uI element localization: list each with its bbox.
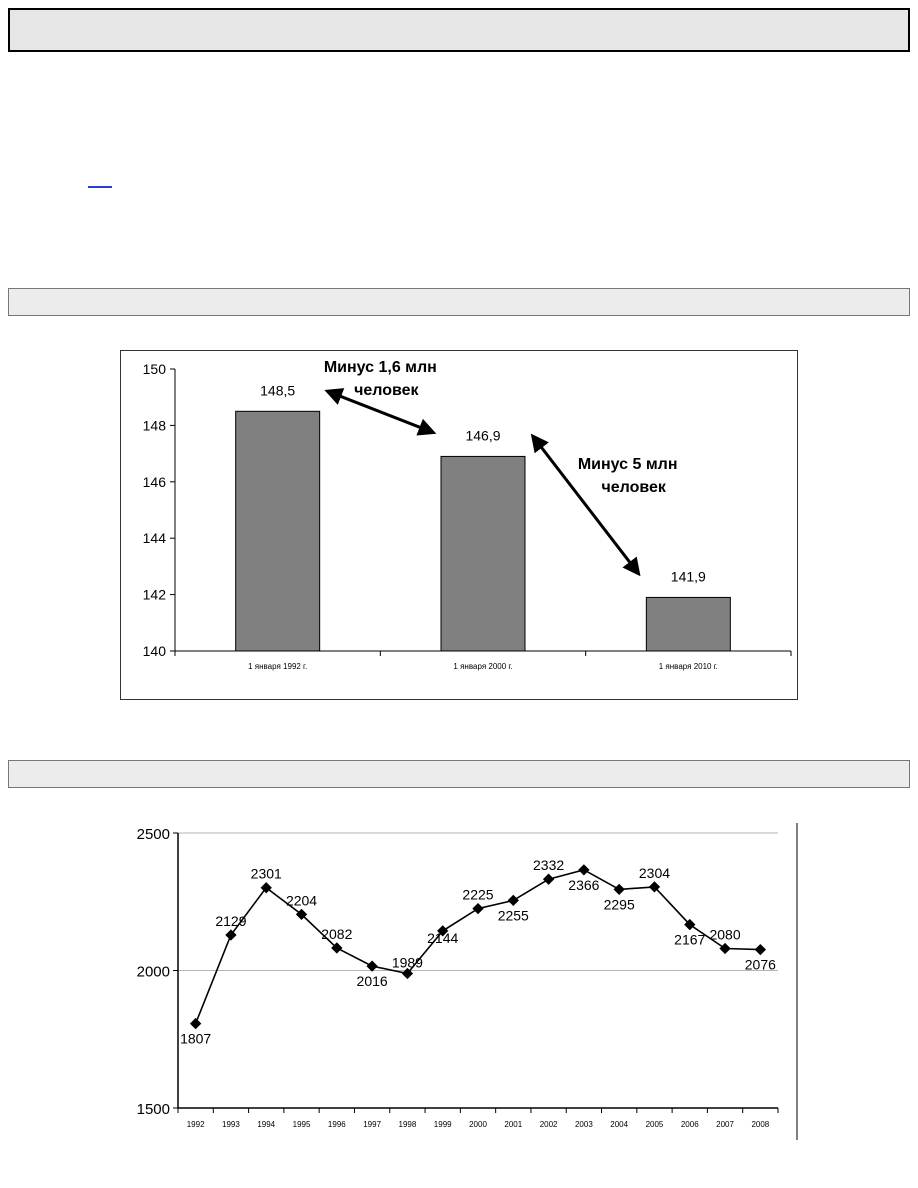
y-tick-label: 150 bbox=[142, 361, 166, 377]
data-point bbox=[719, 943, 730, 954]
y-tick-label: 2000 bbox=[136, 963, 170, 981]
bar bbox=[646, 597, 730, 651]
annotation-line2: человек bbox=[601, 478, 666, 496]
annotation-line1: Минус 5 млн bbox=[577, 455, 678, 473]
bar-value-label: 146,9 bbox=[465, 427, 501, 444]
bar bbox=[236, 411, 320, 651]
line-chart-svg bbox=[110, 818, 800, 1143]
y-tick-label: 144 bbox=[142, 530, 166, 547]
x-tick-label: 1996 bbox=[327, 1120, 346, 1129]
header-bar bbox=[8, 8, 910, 52]
data-label: 2144 bbox=[427, 929, 459, 946]
x-tick-label: 2005 bbox=[645, 1120, 664, 1129]
x-tick-label: 1 января 1992 г. bbox=[248, 662, 308, 671]
y-tick-label: 142 bbox=[142, 586, 166, 603]
data-label: 2204 bbox=[285, 892, 318, 909]
data-label: 2255 bbox=[497, 907, 529, 924]
data-point bbox=[508, 895, 519, 906]
population-bar-chart bbox=[120, 350, 798, 700]
line-chart bbox=[110, 818, 800, 1143]
x-tick-label: 2003 bbox=[574, 1120, 593, 1129]
x-tick-label: 1992 bbox=[186, 1120, 205, 1129]
x-tick-label: 1 января 2010 г. bbox=[658, 662, 718, 671]
data-label: 2076 bbox=[744, 956, 776, 973]
x-tick-label: 2000 bbox=[469, 1120, 487, 1129]
bar-value-label: 141,9 bbox=[670, 568, 706, 585]
data-label: 2082 bbox=[321, 925, 353, 942]
data-label: 1989 bbox=[391, 954, 423, 971]
y-tick-label: 148 bbox=[142, 417, 166, 434]
y-tick-label: 140 bbox=[142, 643, 166, 659]
x-tick-label: 2002 bbox=[539, 1120, 558, 1129]
data-label: 2301 bbox=[250, 865, 282, 882]
section-header-bar-2 bbox=[8, 760, 910, 788]
x-tick-label: 1994 bbox=[257, 1120, 276, 1129]
data-label: 1807 bbox=[180, 1030, 212, 1047]
data-point bbox=[755, 944, 766, 955]
x-tick-label: 1999 bbox=[433, 1120, 452, 1129]
x-tick-label: 2007 bbox=[716, 1120, 734, 1129]
bar bbox=[441, 456, 525, 651]
data-label: 2332 bbox=[533, 857, 565, 874]
data-label: 2304 bbox=[638, 864, 671, 881]
section-header-bar-1 bbox=[8, 288, 910, 316]
y-tick-label: 1500 bbox=[136, 1101, 170, 1118]
x-tick-label: 1993 bbox=[222, 1120, 240, 1129]
data-label: 2366 bbox=[568, 876, 600, 893]
y-tick-label: 146 bbox=[142, 473, 166, 490]
data-point bbox=[614, 884, 625, 895]
data-label: 2295 bbox=[603, 896, 635, 913]
annotation-line1: Минус 1,6 млн bbox=[323, 358, 437, 376]
population-bar-chart-svg bbox=[121, 351, 797, 699]
data-label: 2129 bbox=[215, 913, 247, 930]
data-label: 2016 bbox=[356, 973, 388, 990]
x-tick-label: 1998 bbox=[398, 1120, 417, 1129]
x-tick-label: 2006 bbox=[680, 1120, 699, 1129]
footnote-link[interactable] bbox=[88, 186, 112, 188]
data-label: 2167 bbox=[674, 931, 706, 948]
data-point bbox=[578, 864, 589, 875]
data-label: 2080 bbox=[709, 926, 741, 943]
data-point bbox=[472, 903, 483, 914]
x-tick-label: 2004 bbox=[610, 1120, 629, 1129]
data-point bbox=[225, 929, 236, 940]
data-label: 2225 bbox=[462, 886, 494, 903]
bar-value-label: 148,5 bbox=[260, 382, 296, 399]
data-point bbox=[190, 1018, 201, 1029]
y-tick-label: 2500 bbox=[136, 826, 170, 843]
x-tick-label: 1 января 2000 г. bbox=[453, 662, 513, 671]
annotation-line2: человек bbox=[354, 381, 419, 399]
x-tick-label: 1997 bbox=[363, 1120, 382, 1129]
x-tick-label: 2001 bbox=[504, 1120, 523, 1129]
x-tick-label: 1995 bbox=[292, 1120, 311, 1129]
x-tick-label: 2008 bbox=[751, 1120, 770, 1129]
data-point bbox=[543, 874, 554, 885]
